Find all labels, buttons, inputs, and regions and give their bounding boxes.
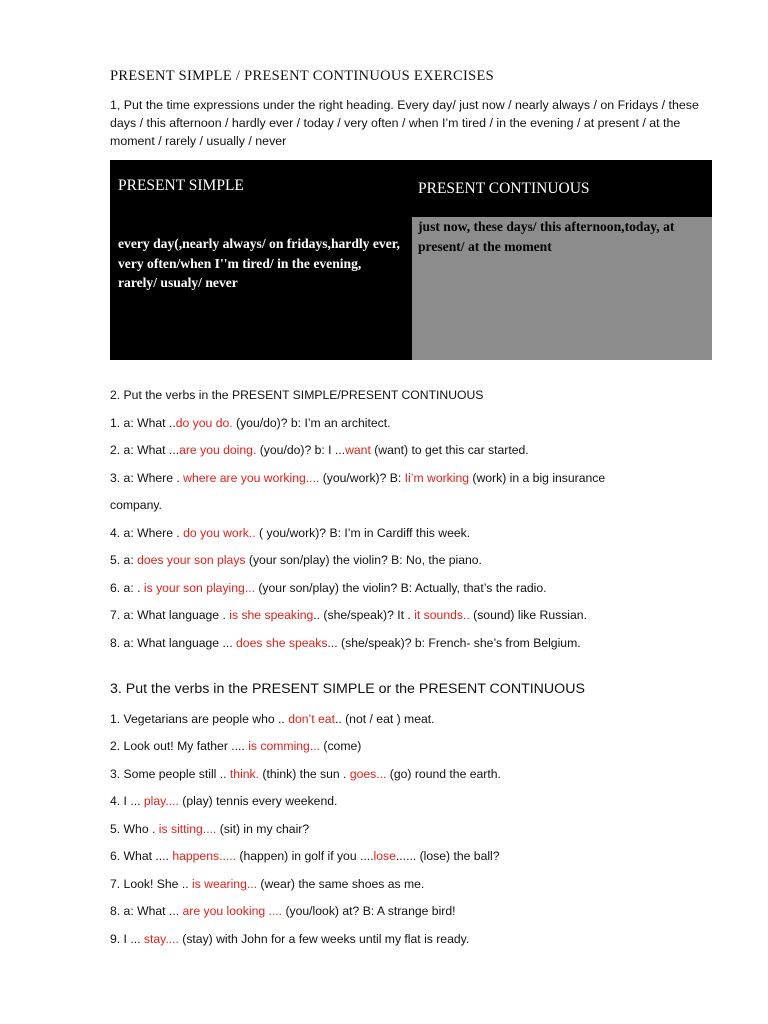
worksheet-title: PRESENT SIMPLE / PRESENT CONTINUOUS EXERCISES: [110, 68, 494, 84]
answer-text: it sounds..: [414, 608, 470, 622]
list-item: [110, 471, 605, 485]
item-text: 8. a: What language ...: [110, 636, 237, 650]
exercise-1-instructions: 1, Put the time expressions under the right heading. Every day/ just now / nearly always / on Fridays / these days / this afternoon / hardly ever / today / very often / when I’m tired / in the evening / at present / at the moment / rarely / usually / never: [110, 98, 699, 148]
answer-text: stay....: [143, 932, 179, 946]
sorting-table: [110, 160, 712, 360]
answer-text: is sitting....: [158, 822, 217, 836]
item-text: (happen) in golf if you ....: [236, 849, 374, 863]
list-item: [110, 416, 390, 430]
list-item: [110, 794, 337, 808]
list-item: [110, 608, 587, 622]
item-text: 6. What ....: [110, 849, 173, 863]
list-item: [110, 932, 469, 946]
item-text: (wear) the same shoes as me.: [257, 877, 425, 891]
item-text: 1. a: What ..: [110, 416, 176, 430]
list-item: [110, 636, 581, 650]
answer-text: is she speaking: [229, 608, 314, 622]
answer-text: happens.....: [172, 849, 237, 863]
list-item: [110, 581, 547, 595]
answer-text: is comming...: [248, 739, 320, 753]
item-text: .. (she/speak)? It .: [313, 608, 415, 622]
answer-text: play....: [143, 794, 179, 808]
item-text: (play) tennis every weekend.: [178, 794, 338, 808]
item-text: 3. Some people still ..: [110, 767, 230, 781]
item-text: 4. I ...: [110, 794, 144, 808]
item-text: (think) the sun .: [259, 767, 350, 781]
list-item: [110, 739, 361, 753]
item-text: 1. Vegetarians are people who ..: [110, 712, 289, 726]
list-item: [110, 498, 162, 512]
table-cell-present-simple-answers: every day(,nearly always/ on fridays,hardly ever, very often/when I''m tired/ in the evening, rarely/ usualy/ never: [110, 217, 410, 360]
item-text: (come): [320, 739, 362, 753]
answer-text: where are you working....: [183, 471, 320, 485]
item-text: 2. Look out! My father ....: [110, 739, 249, 753]
answer-text: is your son playing...: [143, 581, 255, 595]
table-header-present-continuous: PRESENT CONTINUOUS: [412, 160, 712, 215]
item-text: (want) to get this car started.: [370, 443, 529, 457]
list-item: [110, 443, 529, 457]
item-text: (sit) in my chair?: [216, 822, 310, 836]
item-text: (stay) with John for a few weeks until my flat is ready.: [178, 932, 470, 946]
item-text: (your son/play) the violin? B: Actually, that’s the radio.: [254, 581, 547, 595]
exercise-3-heading: 3. Put the verbs in the PRESENT SIMPLE or the PRESENT CONTINUOUS: [110, 681, 585, 697]
answer-text: are you looking ....: [182, 904, 283, 918]
table-cell-present-continuous-answers: just now, these days/ this afternoon,today, at present/ at the moment: [412, 217, 712, 360]
answer-text: don’t eat: [288, 712, 335, 726]
item-text: (you/work)? B:: [319, 471, 405, 485]
item-text: 7. a: What language .: [110, 608, 230, 622]
answer-text: do you work..: [183, 526, 256, 540]
item-text: 7. Look! She ..: [110, 877, 192, 891]
item-text: 5. a:: [110, 553, 138, 567]
answer-text: is wearing...: [191, 877, 258, 891]
answer-text: lose: [373, 849, 396, 863]
item-text: ...... (lose) the ball?: [395, 849, 500, 863]
item-text: ... (she/speak)? b: French- she’s from Belgium.: [327, 636, 581, 650]
exercise-2-heading: 2. Put the verbs in the PRESENT SIMPLE/PRESENT CONTINUOUS: [110, 388, 484, 402]
item-text: 4. a: Where .: [110, 526, 184, 540]
table-header-present-simple: PRESENT SIMPLE: [110, 160, 410, 215]
list-item: [110, 767, 501, 781]
answer-text: think.: [229, 767, 260, 781]
item-text: .. (not / eat ) meat.: [334, 712, 435, 726]
list-item: [110, 712, 435, 726]
item-text: 9. I ...: [110, 932, 144, 946]
item-text: 2. a: What ...: [110, 443, 180, 457]
item-text: 5. Who .: [110, 822, 159, 836]
item-text: 3. a: Where .: [110, 471, 184, 485]
item-text: (you/do)? b: I’m an architect.: [232, 416, 391, 430]
item-text: 8. a: What ...: [110, 904, 183, 918]
item-text: (you/do)? b: I ...: [256, 443, 346, 457]
list-item: [110, 526, 470, 540]
answer-text: does she speaks: [236, 636, 328, 650]
list-item: [110, 822, 309, 836]
item-text: (your son/play) the violin? B: No, the piano.: [245, 553, 482, 567]
list-item: [110, 904, 456, 918]
item-text: (go) round the earth.: [386, 767, 501, 781]
item-text: (sound) like Russian.: [469, 608, 587, 622]
item-text: (you/look) at? B: A strange bird!: [282, 904, 456, 918]
list-item: [110, 877, 424, 891]
item-text: 6. a: .: [110, 581, 144, 595]
answer-text: Ii’m working: [404, 471, 470, 485]
list-item: [110, 849, 500, 863]
item-text: (work) in a big insurance: [469, 471, 606, 485]
item-text: ( you/work)? B: I’m in Cardiff this week.: [255, 526, 471, 540]
list-item: [110, 553, 482, 567]
answer-text: does your son plays: [137, 553, 246, 567]
answer-text: want: [345, 443, 371, 457]
answer-text: are you doing.: [179, 443, 257, 457]
answer-text: goes...: [349, 767, 387, 781]
answer-text: do you do.: [175, 416, 233, 430]
item-text: company.: [110, 498, 162, 512]
